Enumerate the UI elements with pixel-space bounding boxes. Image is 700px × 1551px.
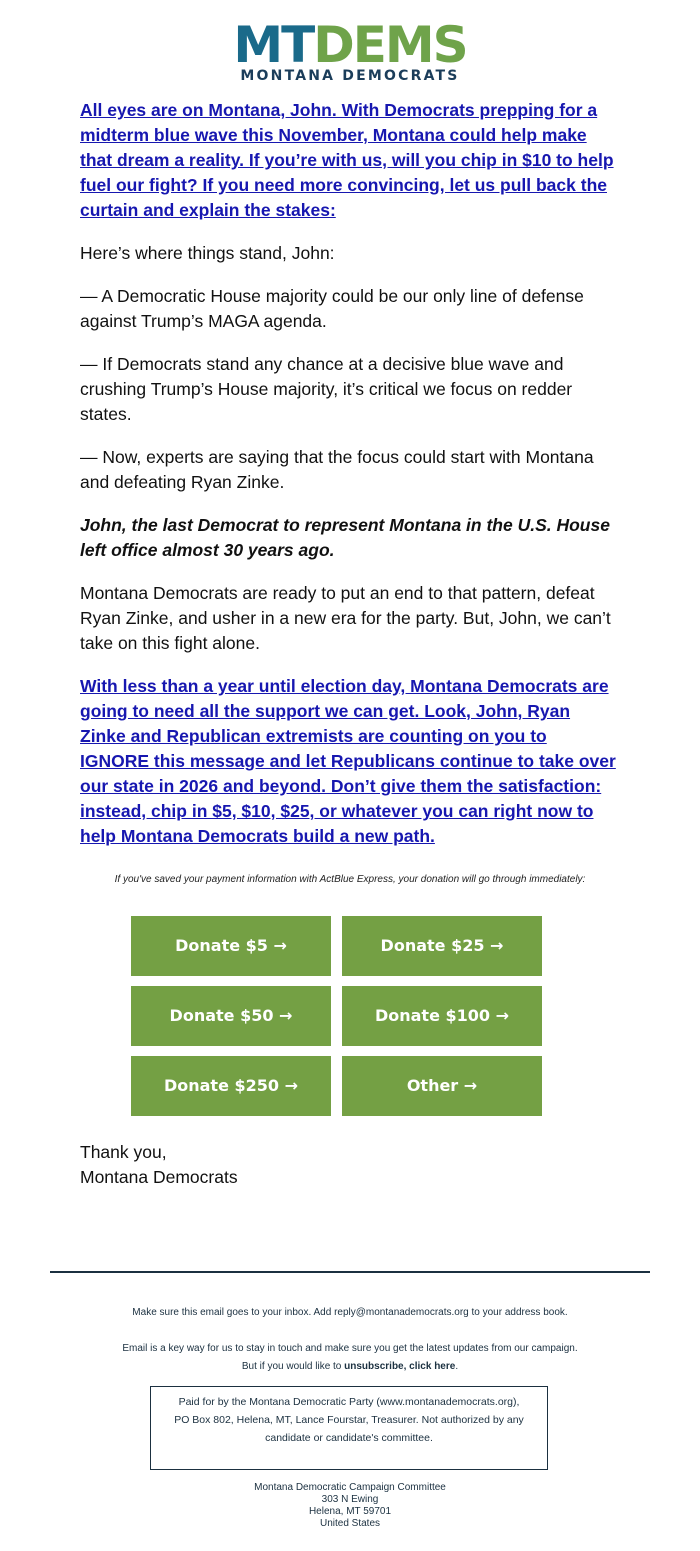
paragraph-redder-states: — If Democrats stand any chance at a decisive blue wave and crushing Trump’s House majority, it’s critical we focus on redder states. <box>80 354 573 424</box>
paragraph-standing: Here’s where things stand, John: <box>80 243 335 263</box>
donate-25-button[interactable]: Donate $25 → <box>342 916 542 976</box>
donate-other-button[interactable]: Other → <box>342 1056 542 1116</box>
appeal-donate-link[interactable]: With less than a year until election day, Montana Democrats are going to need all the support we can get. Look, John, Ryan Zinke and Republican extremists are counting on you to IGNORE this message and let Republicans continue to take over our state in 2026 and beyond. Don’t give them the satisfaction: instead, chip in $5, $10, $25, or whatever you can right now to help Montana Democrats build a new path. <box>80 676 616 846</box>
email-body <box>80 98 620 867</box>
donate-50-button[interactable]: Donate $50 → <box>131 986 331 1046</box>
mtdems-logo <box>0 16 700 84</box>
logo-mt: MT <box>233 16 314 74</box>
signoff <box>80 1140 238 1190</box>
unsubscribe-prefix: But if you would like to <box>241 1361 342 1372</box>
paragraph-focus-montana: — Now, experts are saying that the focus could start with Montana and defeating Ryan Zinke. <box>80 447 594 492</box>
actblue-express-notice: If you've saved your payment information with ActBlue Express, your donation will go through immediately: <box>114 874 586 885</box>
address-street: 303 N Ewing <box>321 1494 379 1505</box>
footer-divider <box>50 1271 650 1273</box>
logo-tagline: MONTANA DEMOCRATS <box>240 68 460 84</box>
mailing-address <box>0 1482 700 1530</box>
address-country: United States <box>319 1518 381 1529</box>
intro-donate-link[interactable]: All eyes are on Montana, John. With Democrats prepping for a midterm blue wave this November, Montana could help make that dream a reality. If you’re with us, will you chip in $10 to help fuel our fight? If you need more convincing, let us pull back the curtain and explain the stakes: <box>80 100 614 220</box>
signoff-thanks: Thank you, <box>80 1142 167 1162</box>
inbox-note: Make sure this email goes to your inbox. Add reply@montanademocrats.org to your address book. <box>132 1307 568 1318</box>
signoff-name: Montana Democrats <box>80 1167 238 1187</box>
unsubscribe-link[interactable]: unsubscribe, click here <box>344 1361 456 1372</box>
donate-5-button[interactable]: Donate $5 → <box>131 916 331 976</box>
paragraph-end-pattern: Montana Democrats are ready to put an end to that pattern, defeat Ryan Zinke, and usher in a new era for the party. But, John, we can’t take on this fight alone. <box>80 583 611 653</box>
keyway-text: Email is a key way for us to stay in touch and make sure you get the latest updates from our campaign. <box>122 1343 578 1354</box>
paid-for-disclaimer: Paid for by the Montana Democratic Party (www.montanademocrats.org), PO Box 802, Helena, MT, Lance Fourstar, Treasurer. Not authorized by any candidate or candidate's committee. <box>150 1386 548 1470</box>
address-city: Helena, MT 59701 <box>308 1506 392 1517</box>
donate-250-button[interactable]: Donate $250 → <box>131 1056 331 1116</box>
paragraph-majority: — A Democratic House majority could be our only line of defense against Trump’s MAGA agenda. <box>80 286 584 331</box>
keyway-note <box>0 1340 700 1376</box>
unsubscribe-line <box>0 1358 700 1376</box>
emphasis-paragraph: John, the last Democrat to represent Montana in the U.S. House left office almost 30 years ago. <box>80 515 610 560</box>
donate-100-button[interactable]: Donate $100 → <box>342 986 542 1046</box>
address-org: Montana Democratic Campaign Committee <box>254 1482 446 1493</box>
unsubscribe-suffix: . <box>455 1361 459 1372</box>
donate-button-grid <box>131 916 543 1116</box>
logo-dems: DEMS <box>313 16 467 74</box>
logo-wordmark <box>233 16 467 74</box>
